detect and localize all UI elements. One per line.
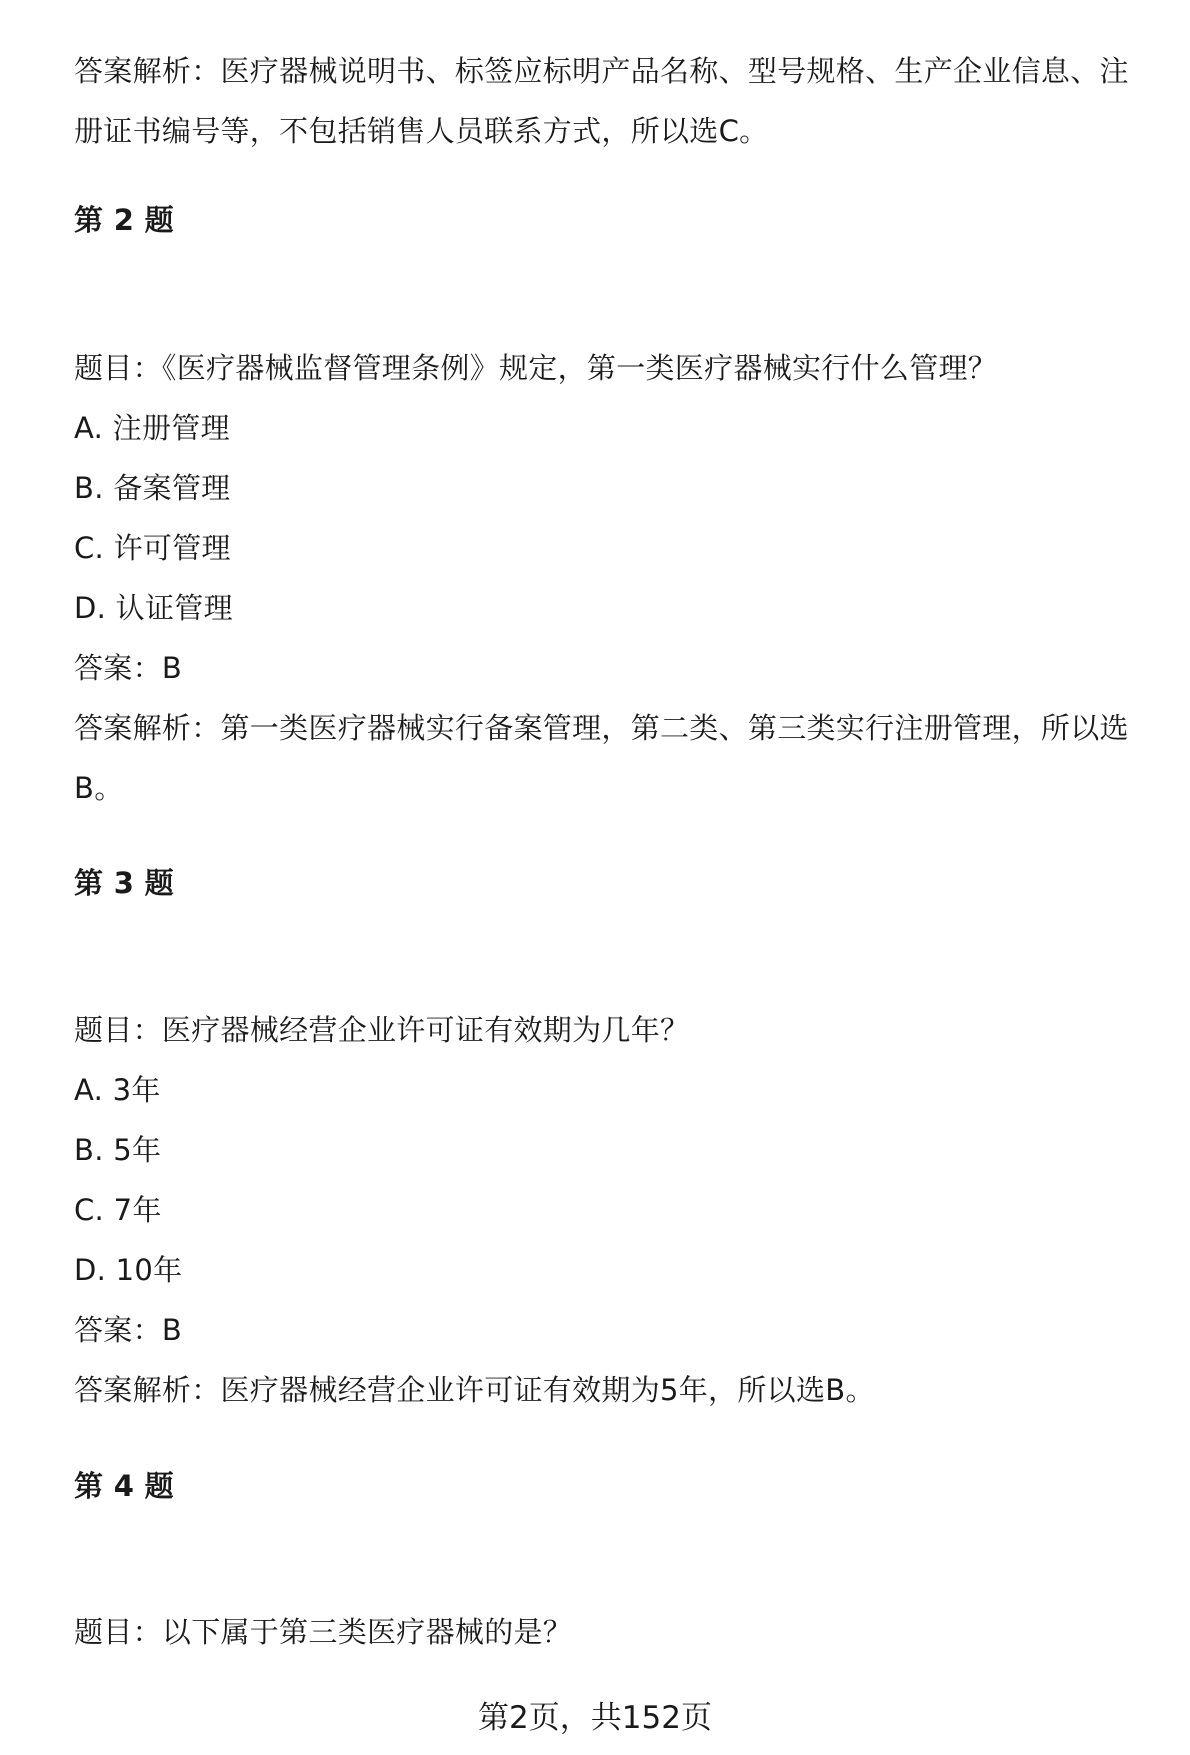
q1-explanation-line2: 册证书编号等，不包括销售人员联系方式，所以选C。 [74,114,769,148]
q2-option-a: A. 注册管理 [74,411,230,445]
q2-explanation-line1: 答案解析：第一类医疗器械实行备案管理，第二类、第三类实行注册管理，所以选 [74,711,1129,745]
q3-explanation-line1: 答案解析：医疗器械经营企业许可证有效期为5年，所以选B。 [74,1373,875,1407]
q3-option-c: C. 7年 [74,1193,162,1227]
q2-option-b: B. 备案管理 [74,471,231,505]
q4-question: 题目：以下属于第三类医疗器械的是？ [74,1615,573,1649]
q2-option-d: D. 认证管理 [74,591,233,625]
q2-explanation-line2: B。 [74,771,124,805]
q2-answer: 答案：B [74,651,183,685]
q4-heading: 第 4 题 [74,1469,174,1503]
q3-option-b: B. 5年 [74,1133,162,1167]
q3-answer: 答案：B [74,1313,183,1347]
q2-question: 题目：《医疗器械监督管理条例》规定，第一类医疗器械实行什么管理？ [74,351,998,385]
q3-option-d: D. 10年 [74,1253,183,1287]
q2-option-c: C. 许可管理 [74,531,231,565]
q3-question: 题目：医疗器械经营企业许可证有效期为几年？ [74,1013,690,1047]
q3-option-a: A. 3年 [74,1073,161,1107]
page-number-footer: 第2页，共152页 [478,1700,712,1736]
q3-heading: 第 3 题 [74,866,174,900]
q2-heading: 第 2 题 [74,203,174,237]
q1-explanation-line1: 答案解析：医疗器械说明书、标签应标明产品名称、型号规格、生产企业信息、注 [74,54,1129,88]
